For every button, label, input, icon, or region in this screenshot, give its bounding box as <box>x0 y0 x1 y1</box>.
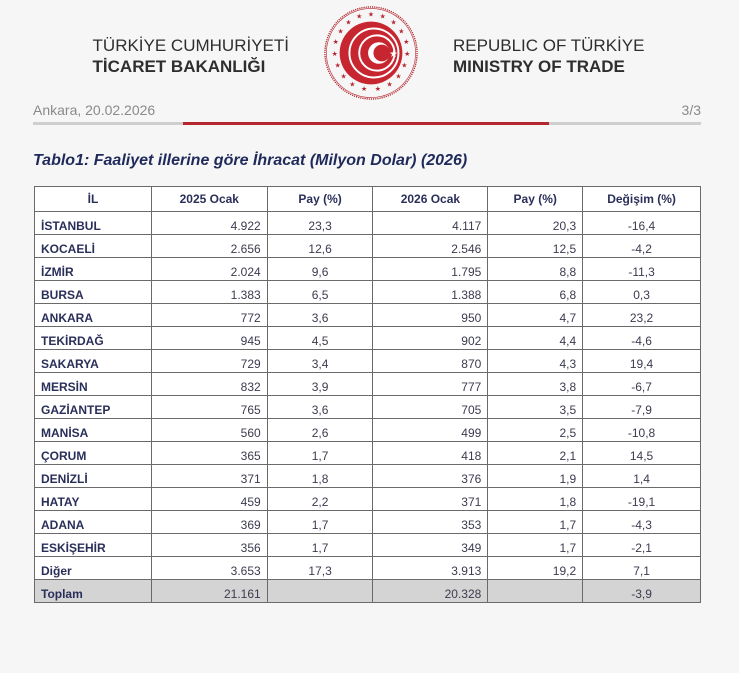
table-row <box>35 511 701 534</box>
province-name: İZMİR <box>35 258 152 281</box>
republic-name-en: REPUBLIC OF TÜRKİYE <box>453 36 645 55</box>
change-percent: -2,1 <box>583 534 701 557</box>
value-2026: 1.388 <box>373 281 488 304</box>
column-header-province: İL <box>35 187 152 212</box>
share-2026: 1,9 <box>488 465 583 488</box>
value-2025: 371 <box>151 465 267 488</box>
change-percent: 1,4 <box>583 465 701 488</box>
share-2025: 2,6 <box>267 419 373 442</box>
province-name: MANİSA <box>35 419 152 442</box>
svg-text:★: ★ <box>390 18 397 27</box>
value-2025: 1.383 <box>151 281 267 304</box>
value-2025: 3.653 <box>151 557 267 580</box>
share-2026: 19,2 <box>488 557 583 580</box>
province-name: ANKARA <box>35 304 152 327</box>
province-name: MERSİN <box>35 373 152 396</box>
table-row <box>35 373 701 396</box>
share-2025: 3,9 <box>267 373 373 396</box>
svg-text:★: ★ <box>337 27 344 36</box>
table-title: Tablo1: Faaliyet illerine göre İhracat (Milyon Dolar) (2026) <box>33 152 468 169</box>
change-percent: 7,1 <box>583 557 701 580</box>
svg-text:★: ★ <box>404 49 411 58</box>
value-2026: 902 <box>373 327 488 350</box>
svg-text:★: ★ <box>340 72 347 81</box>
change-percent: -4,2 <box>583 235 701 258</box>
share-2026: 1,7 <box>488 534 583 557</box>
change-percent: -4,6 <box>583 327 701 350</box>
svg-text:★: ★ <box>331 49 338 58</box>
province-name: ADANA <box>35 511 152 534</box>
share-2026: 3,5 <box>488 396 583 419</box>
value-2026: 2.546 <box>373 235 488 258</box>
share-2026: 2,5 <box>488 419 583 442</box>
svg-text:★: ★ <box>395 72 402 81</box>
province-name: BURSA <box>35 281 152 304</box>
province-name: GAZİANTEP <box>35 396 152 419</box>
table-row <box>35 442 701 465</box>
svg-text:★: ★ <box>398 27 405 36</box>
value-2026: 950 <box>373 304 488 327</box>
table-row <box>35 557 701 580</box>
svg-text:★: ★ <box>389 48 398 60</box>
province-name: ÇORUM <box>35 442 152 465</box>
share-2026: 8,8 <box>488 258 583 281</box>
value-2026: 349 <box>373 534 488 557</box>
share-2025: 1,8 <box>267 465 373 488</box>
table-row <box>35 212 701 235</box>
total-share-2026 <box>488 580 583 603</box>
total-label: Toplam <box>35 580 152 603</box>
share-2025: 6,5 <box>267 281 373 304</box>
total-2026: 20.328 <box>373 580 488 603</box>
share-2025: 23,3 <box>267 212 373 235</box>
table-row <box>35 534 701 557</box>
letterhead <box>0 0 739 100</box>
share-2025: 1,7 <box>267 511 373 534</box>
share-2026: 6,8 <box>488 281 583 304</box>
province-name: ESKİŞEHİR <box>35 534 152 557</box>
svg-text:★: ★ <box>401 61 408 70</box>
page-number: 3/3 <box>681 102 701 118</box>
share-2026: 4,7 <box>488 304 583 327</box>
table-row <box>35 419 701 442</box>
change-percent: -4,3 <box>583 511 701 534</box>
change-percent: -7,9 <box>583 396 701 419</box>
share-2026: 3,8 <box>488 373 583 396</box>
value-2025: 2.024 <box>151 258 267 281</box>
value-2026: 418 <box>373 442 488 465</box>
province-name: Diğer <box>35 557 152 580</box>
value-2026: 499 <box>373 419 488 442</box>
share-2026: 1,8 <box>488 488 583 511</box>
share-2026: 4,3 <box>488 350 583 373</box>
svg-text:★: ★ <box>403 38 410 47</box>
svg-text:★: ★ <box>349 80 356 89</box>
share-2025: 17,3 <box>267 557 373 580</box>
value-2026: 870 <box>373 350 488 373</box>
ministry-name-tr: TİCARET BAKANLIĞI <box>92 57 266 76</box>
share-2025: 3,4 <box>267 350 373 373</box>
svg-text:★: ★ <box>334 61 341 70</box>
letterhead-english <box>453 36 644 77</box>
share-2025: 1,7 <box>267 534 373 557</box>
value-2025: 369 <box>151 511 267 534</box>
header-divider-accent <box>183 122 549 125</box>
table-row <box>35 488 701 511</box>
province-name: SAKARYA <box>35 350 152 373</box>
share-2026: 1,7 <box>488 511 583 534</box>
svg-text:★: ★ <box>356 12 363 21</box>
change-percent: -19,1 <box>583 488 701 511</box>
export-by-province-table <box>34 186 701 603</box>
value-2025: 832 <box>151 373 267 396</box>
table-row <box>35 281 701 304</box>
province-name: İSTANBUL <box>35 212 152 235</box>
svg-text:★: ★ <box>367 10 375 19</box>
value-2025: 365 <box>151 442 267 465</box>
letterhead-turkish <box>93 36 289 77</box>
value-2026: 4.117 <box>373 212 488 235</box>
change-percent: -10,8 <box>583 419 701 442</box>
share-2025: 12,6 <box>267 235 373 258</box>
table-row <box>35 465 701 488</box>
column-header-change: Değişim (%) <box>583 187 701 212</box>
table-row <box>35 304 701 327</box>
share-2026: 12,5 <box>488 235 583 258</box>
republic-name-tr: TÜRKİYE CUMHURİYETİ <box>92 36 289 55</box>
change-percent: 0,3 <box>583 281 701 304</box>
table-row <box>35 258 701 281</box>
total-share-2025 <box>267 580 373 603</box>
value-2025: 765 <box>151 396 267 419</box>
table-header-row <box>35 187 701 212</box>
share-2025: 2,2 <box>267 488 373 511</box>
change-percent: -16,4 <box>583 212 701 235</box>
value-2025: 772 <box>151 304 267 327</box>
value-2025: 945 <box>151 327 267 350</box>
ministry-emblem-icon <box>322 4 420 102</box>
svg-text:★: ★ <box>386 80 393 89</box>
value-2025: 729 <box>151 350 267 373</box>
province-name: HATAY <box>35 488 152 511</box>
column-header-2026-january: 2026 Ocak <box>373 187 488 212</box>
value-2026: 3.913 <box>373 557 488 580</box>
table-row <box>35 235 701 258</box>
share-2025: 3,6 <box>267 304 373 327</box>
share-2025: 4,5 <box>267 327 373 350</box>
share-2026: 4,4 <box>488 327 583 350</box>
value-2026: 353 <box>373 511 488 534</box>
table-total-row <box>35 580 701 603</box>
share-2025: 9,6 <box>267 258 373 281</box>
value-2026: 1.795 <box>373 258 488 281</box>
province-name: KOCAELİ <box>35 235 152 258</box>
svg-text:★: ★ <box>379 12 386 21</box>
province-name: TEKİRDAĞ <box>35 327 152 350</box>
share-2026: 2,1 <box>488 442 583 465</box>
change-percent: -6,7 <box>583 373 701 396</box>
column-header-share-2025: Pay (%) <box>267 187 373 212</box>
change-percent: -11,3 <box>583 258 701 281</box>
value-2025: 4.922 <box>151 212 267 235</box>
table-row <box>35 327 701 350</box>
total-change: -3,9 <box>583 580 701 603</box>
svg-text:★: ★ <box>332 38 339 47</box>
province-name: DENİZLİ <box>35 465 152 488</box>
share-2025: 1,7 <box>267 442 373 465</box>
change-percent: 19,4 <box>583 350 701 373</box>
change-percent: 14,5 <box>583 442 701 465</box>
value-2026: 371 <box>373 488 488 511</box>
svg-text:★: ★ <box>374 85 381 94</box>
table-row <box>35 396 701 419</box>
column-header-share-2026: Pay (%) <box>488 187 583 212</box>
share-2026: 20,3 <box>488 212 583 235</box>
value-2025: 560 <box>151 419 267 442</box>
value-2026: 376 <box>373 465 488 488</box>
value-2026: 777 <box>373 373 488 396</box>
share-2025: 3,6 <box>267 396 373 419</box>
ministry-name-en: MINISTRY OF TRADE <box>453 57 625 76</box>
document-date: Ankara, 20.02.2026 <box>33 102 156 118</box>
column-header-2025-january: 2025 Ocak <box>151 187 267 212</box>
svg-text:★: ★ <box>361 85 368 94</box>
change-percent: 23,2 <box>583 304 701 327</box>
total-2025: 21.161 <box>151 580 267 603</box>
svg-text:★: ★ <box>345 18 352 27</box>
value-2025: 2.656 <box>151 235 267 258</box>
value-2025: 356 <box>151 534 267 557</box>
value-2025: 459 <box>151 488 267 511</box>
table-row <box>35 350 701 373</box>
value-2026: 705 <box>373 396 488 419</box>
document-meta <box>33 102 701 122</box>
